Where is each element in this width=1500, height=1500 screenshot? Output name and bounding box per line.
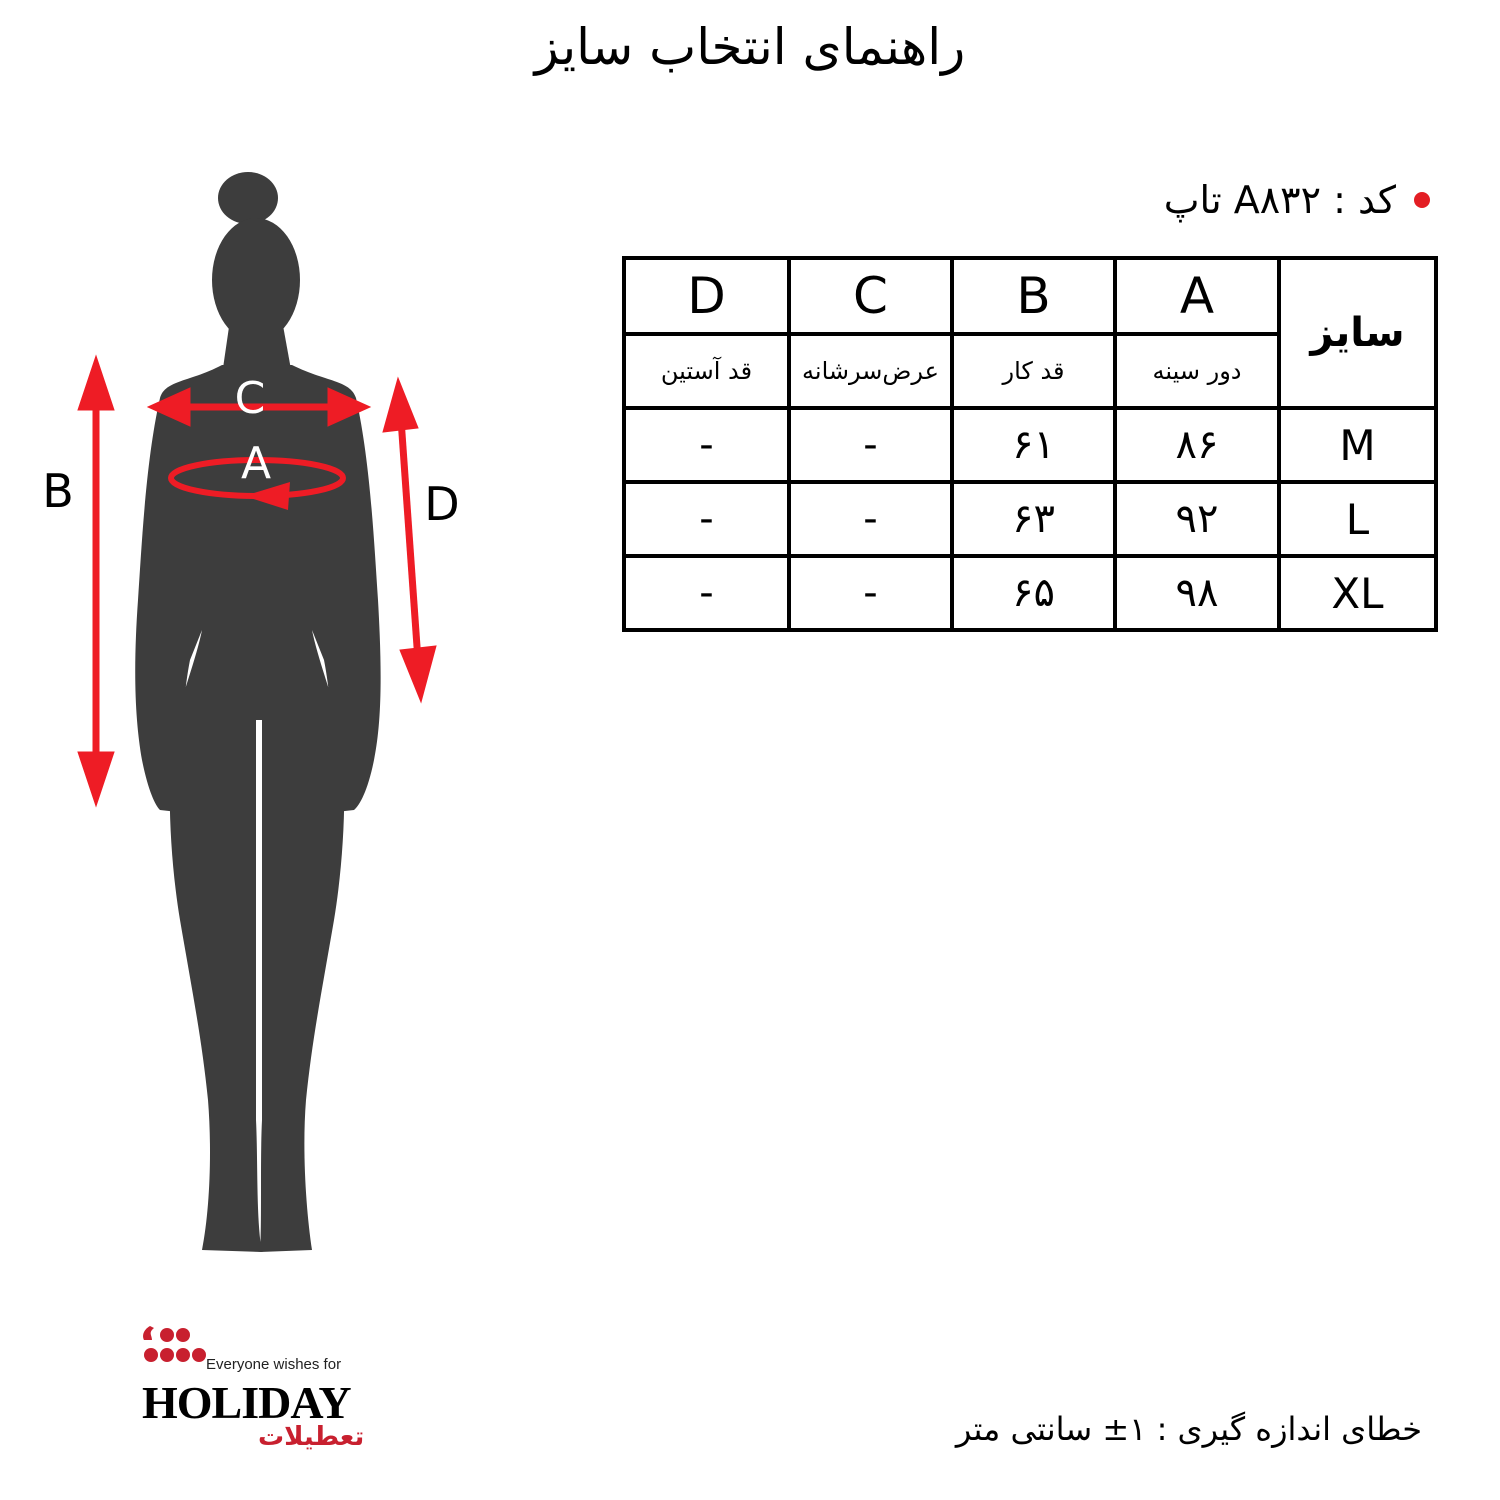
female-silhouette — [135, 172, 380, 1252]
table-row — [624, 556, 1436, 630]
label-b: B — [42, 464, 74, 518]
cell-c: - — [789, 482, 952, 556]
logo-dots-icon — [140, 1322, 210, 1372]
product-code — [1164, 178, 1430, 222]
cell-c: - — [789, 556, 952, 630]
cell-c: - — [789, 408, 952, 482]
cell-a: ۹۲ — [1115, 482, 1279, 556]
header-letter-b: B — [952, 258, 1115, 334]
silhouette-diagram — [30, 160, 490, 1270]
cell-size: XL — [1279, 556, 1436, 630]
header-letter-a: A — [1115, 258, 1279, 334]
header-name-a: دور سینه — [1115, 334, 1279, 408]
holiday-logo — [140, 1322, 380, 1462]
body-measurement-figure — [30, 160, 490, 1270]
table-row — [624, 408, 1436, 482]
measurement-error-note: خطای اندازه گیری : ۱± سانتی متر — [955, 1410, 1422, 1448]
measurement-arrow-b — [78, 356, 114, 806]
label-d: D — [424, 477, 460, 531]
header-name-c: عرض‌سرشانه — [789, 334, 952, 408]
cell-b: ۶۱ — [952, 408, 1115, 482]
cell-size: L — [1279, 482, 1436, 556]
product-code-text: کد : A۸۳۲ تاپ — [1163, 178, 1396, 222]
measurement-arrow-d — [383, 378, 436, 702]
logo-persian-name: تعطیلات — [258, 1422, 365, 1452]
cell-d: - — [624, 408, 789, 482]
cell-a: ۹۸ — [1115, 556, 1279, 630]
header-name-b: قد کار — [952, 334, 1115, 408]
cell-a: ۸۶ — [1115, 408, 1279, 482]
label-c: C — [234, 373, 266, 424]
cell-size: M — [1279, 408, 1436, 482]
size-table — [622, 256, 1438, 632]
table-row — [624, 482, 1436, 556]
logo-wordmark: HOLIDAY — [142, 1377, 351, 1428]
cell-b: ۶۵ — [952, 556, 1115, 630]
page-title: راهنمای انتخاب سایز — [534, 18, 966, 76]
header-name-d: قد آستین — [624, 334, 789, 408]
cell-d: - — [624, 482, 789, 556]
bullet-icon — [1414, 192, 1430, 208]
logo-tagline: Everyone wishes for — [206, 1356, 342, 1373]
header-letter-c: C — [789, 258, 952, 334]
header-size: سایز — [1279, 258, 1436, 408]
cell-b: ۶۳ — [952, 482, 1115, 556]
label-a: A — [240, 438, 272, 489]
table-header-row — [624, 258, 1436, 334]
header-letter-d: D — [624, 258, 789, 334]
cell-d: - — [624, 556, 789, 630]
